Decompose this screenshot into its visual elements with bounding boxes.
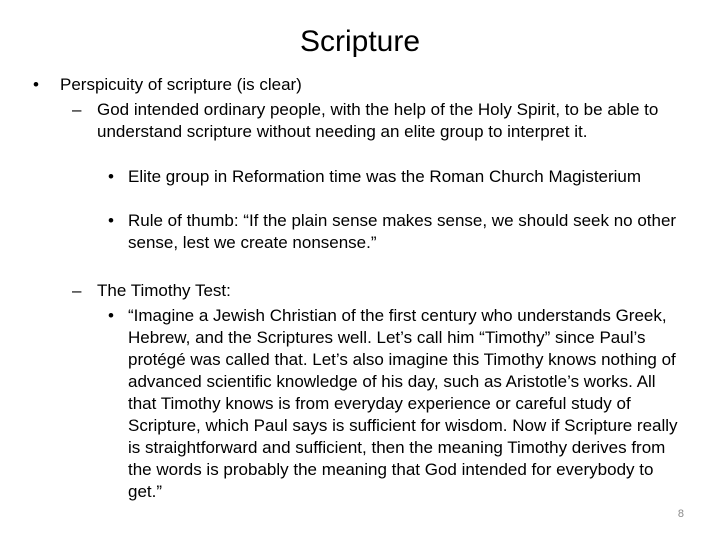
dash-marker: – xyxy=(72,100,82,119)
slide-title: Scripture xyxy=(299,25,421,58)
bullet-marker: • xyxy=(108,167,114,186)
dash-marker: – xyxy=(72,281,82,300)
sub-sub-bullet-rule-of-thumb: Rule of thumb: “If the plain sense makes sense, we should seek no other sense, lest we create nonsense.” xyxy=(128,211,677,252)
sub-sub-bullet-elite-group: Elite group in Reformation time was the Roman Church Magisterium xyxy=(128,167,642,186)
bullet-marker: • xyxy=(33,75,39,94)
sub-bullet-god-intended: God intended ordinary people, with the help of the Holy Spirit, to be able to understand scripture without needing an elite group to interpret it. xyxy=(97,100,659,141)
sub-bullet-timothy-test: The Timothy Test: xyxy=(97,281,231,300)
page-number: 8 xyxy=(677,508,684,520)
sub-sub-bullet-timothy-quote: “Imagine a Jewish Christian of the first century who understands Greek, Hebrew, and the Scriptures well. Let’s call him “Timothy” since Paul’s protégé was called that. Let’s also imagine this Timothy knows nothing of advanced scientific knowledge of his day, such as Aristotle’s works. All that Timothy knows is from everyday experience or careful study of Scripture, which Paul says is sufficient for wisdom. Now if Scripture really is straightforward and sufficient, then the meaning Timothy derives from the words is probably the meaning that God intended for everybody to get.” xyxy=(128,306,678,501)
bullet-marker: • xyxy=(108,211,114,230)
bullet-perspicuity: Perspicuity of scripture (is clear) xyxy=(60,75,302,94)
bullet-marker: • xyxy=(108,306,114,325)
